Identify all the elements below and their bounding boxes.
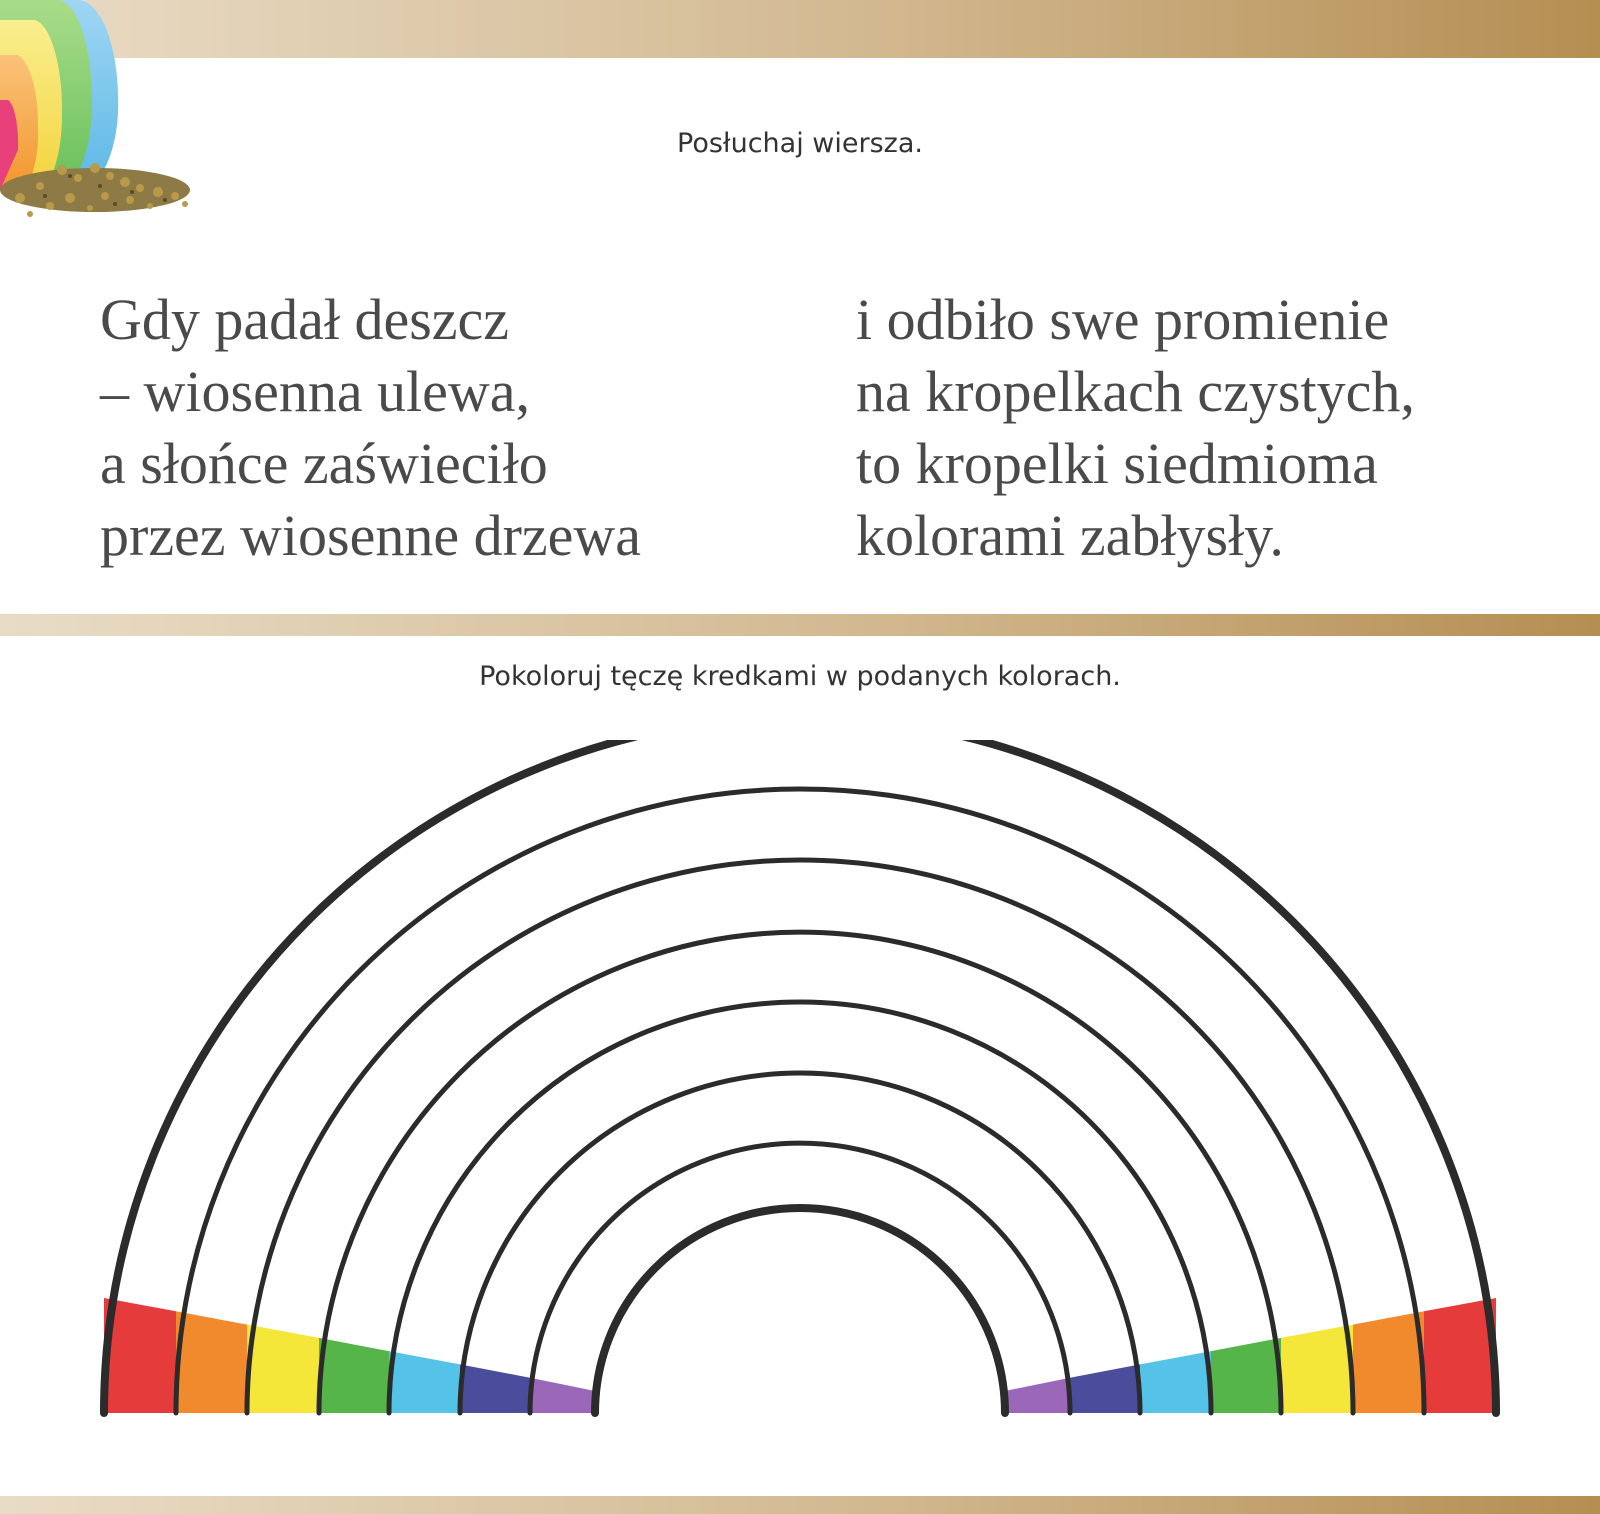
rainbow-band-right: [1211, 1338, 1281, 1413]
poem-line: na kropelkach czystych,: [856, 359, 1415, 424]
rainbow-band-left: [247, 1325, 319, 1413]
poem-line: kolorami zabłysły.: [856, 503, 1284, 568]
poem-right-column: [856, 284, 1415, 572]
rainbow-arc: [460, 1073, 1140, 1413]
rainbow-band-right: [1140, 1351, 1211, 1413]
rainbow-band-left: [176, 1311, 247, 1413]
poem-line: Gdy padał deszcz: [100, 287, 510, 352]
rainbow-band-left: [389, 1351, 460, 1413]
rainbow-band-right: [1281, 1325, 1353, 1413]
poem-left-column: [100, 284, 641, 572]
bottom-decorative-band: [0, 1496, 1600, 1514]
rainbow-band-right: [1070, 1364, 1140, 1413]
top-decorative-band: [0, 0, 1600, 58]
coloring-instruction: Pokoloruj tęczę kredkami w podanych kolorach.: [479, 661, 1121, 692]
rainbow-band-left: [460, 1364, 530, 1413]
poem-line: i odbiło swe promienie: [856, 287, 1390, 352]
rainbow-band-left: [530, 1378, 595, 1413]
poem-line: a słońce zaświeciło: [100, 431, 548, 496]
middle-decorative-band: [0, 614, 1600, 636]
poem-line: to kropelki siedmioma: [856, 431, 1378, 496]
rainbow-arc: [247, 860, 1353, 1413]
poem-line: przez wiosenne drzewa: [100, 503, 642, 568]
listen-instruction: Posłuchaj wiersza.: [677, 128, 923, 159]
rainbow-arc: [530, 1143, 1070, 1413]
rainbow-band-left: [319, 1338, 389, 1413]
rainbow-pot-of-gold-icon: [0, 0, 200, 225]
poem-line: – wiosenna ulewa,: [100, 359, 531, 424]
rainbow-arc: [104, 740, 1496, 1413]
rainbow-arc: [595, 1208, 1005, 1413]
rainbow-coloring-outline: [0, 740, 1600, 1440]
rainbow-band-right: [1353, 1311, 1424, 1413]
rainbow-band-right: [1005, 1378, 1070, 1413]
rainbow-arc: [176, 789, 1424, 1413]
